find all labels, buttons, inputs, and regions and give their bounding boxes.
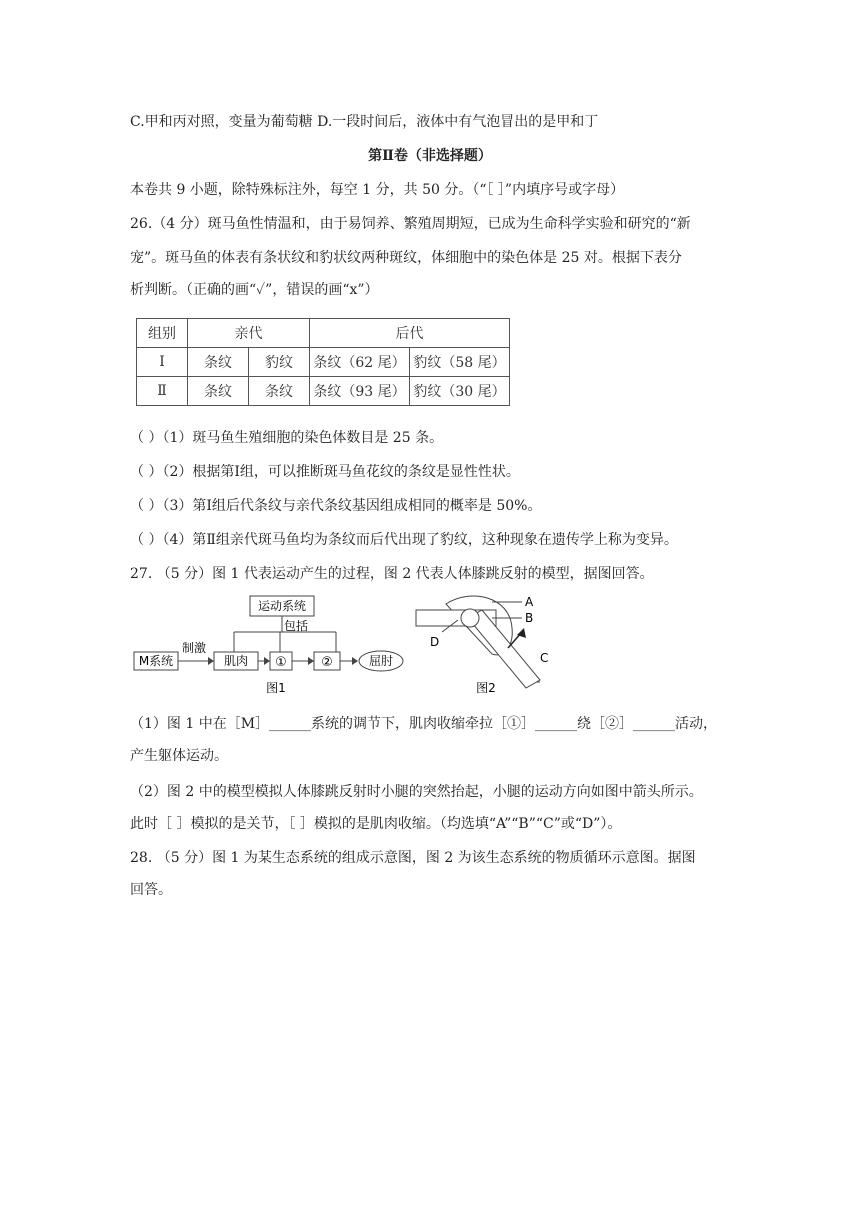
q27-text: 27. （5 分）图 1 代表运动产生的过程，图 2 代表人体膝跳反射的模型，据图回答。 <box>130 566 654 582</box>
table-cell: 豹纹（58 尾） <box>410 348 510 377</box>
joint-circle <box>461 609 479 627</box>
judgement-1: （ ）（1）斑马鱼生殖细胞的染色体数目是 25 条。 <box>130 430 444 446</box>
header-offspring: 后代 <box>310 319 510 348</box>
table-header-row <box>137 319 510 348</box>
q27-part1-line1: （1）图 1 中在［M］______系统的调节下，肌肉收缩牵拉［①］______绕［②］______活动， <box>130 716 718 732</box>
figure-2-knee-model <box>410 590 560 702</box>
muscle-label: 肌肉 <box>223 654 249 668</box>
table-cell: Ⅱ <box>137 377 188 406</box>
section-title: 第Ⅱ卷（非选择题） <box>368 148 492 164</box>
judgement-3: （ ）（3）第Ⅰ组后代条纹与亲代条纹基因组成相同的概率是 50%。 <box>130 498 542 514</box>
table-cell: 豹纹 <box>249 348 310 377</box>
table-cell: 条纹 <box>249 377 310 406</box>
box-2-label: ② <box>321 655 333 670</box>
figure-1-flow-diagram <box>130 592 420 704</box>
q28-text-2: 回答。 <box>130 882 172 898</box>
motor-system-label: 运动系统 <box>257 599 307 613</box>
table-cell: 条纹 <box>188 348 249 377</box>
q28-text-1: 28. （5 分）图 1 为某生态系统的组成示意图，图 2 为该生态系统的物质循环示意图。据图 <box>130 850 696 866</box>
section-instructions: 本卷共 9 小题，除特殊标注外，每空 1 分，共 50 分。（“［ ］”内填序号或字母） <box>130 182 625 198</box>
table-cell: 豹纹（30 尾） <box>410 377 510 406</box>
figure-2-caption: 图2 <box>476 681 496 695</box>
table-cell: 条纹（93 尾） <box>310 377 410 406</box>
judgement-4: （ ）（4）第Ⅱ组亲代斑马鱼均为条纹而后代出现了豹纹，这种现象在遗传学上称为变异。 <box>130 532 678 548</box>
label-b: B <box>525 611 534 625</box>
genetics-table <box>136 318 510 406</box>
stimulate-label: 制激 <box>181 641 207 655</box>
figure-1-caption: 图1 <box>266 681 286 695</box>
q26-text-3: 析判断。（正确的画“✓”，错误的画“x”） <box>130 282 379 298</box>
q26-text-2: 宠”。斑马鱼的体表有条状纹和豹状纹两种斑纹，体细胞中的染色体是 25 对。根据下表分 <box>130 250 682 266</box>
header-parents: 亲代 <box>188 319 310 348</box>
q25-options-cd: C.甲和丙对照，变量为葡萄糖 D.一段时间后，液体中有气泡冒出的是甲和丁 <box>130 114 599 130</box>
q27-part1-line2: 产生躯体运动。 <box>130 748 228 764</box>
include-label: 包括 <box>283 619 309 633</box>
q27-part2-line1: （2）图 2 中的模型模拟人体膝跳反射时小腿的突然抬起，小腿的运动方向如图中箭头所示。 <box>130 784 703 800</box>
box-1-label: ① <box>275 655 287 670</box>
judgement-2: （ ）（2）根据第Ⅰ组，可以推断斑马鱼花纹的条纹是显性性状。 <box>130 464 520 480</box>
q26-text-1: 26.（4 分）斑马鱼性情温和，由于易饲养、繁殖周期短，已成为生命科学实验和研究的“新 <box>130 216 691 232</box>
q27-part2-line2: 此时［ ］模拟的是关节，［ ］模拟的是肌肉收缩。（均选填“A”“B”“C”或“D”）。 <box>130 816 622 832</box>
table-cell: 条纹（62 尾） <box>310 348 410 377</box>
table-cell: 条纹 <box>188 377 249 406</box>
table-row <box>137 348 510 377</box>
flex-elbow-label: 屈肘 <box>368 654 394 668</box>
label-a: A <box>525 595 534 609</box>
label-c: C <box>540 651 549 665</box>
table-cell: Ⅰ <box>137 348 188 377</box>
header-group: 组别 <box>137 319 188 348</box>
m-system-label: M系统 <box>138 654 174 668</box>
table-row <box>137 377 510 406</box>
label-d: D <box>430 635 440 649</box>
